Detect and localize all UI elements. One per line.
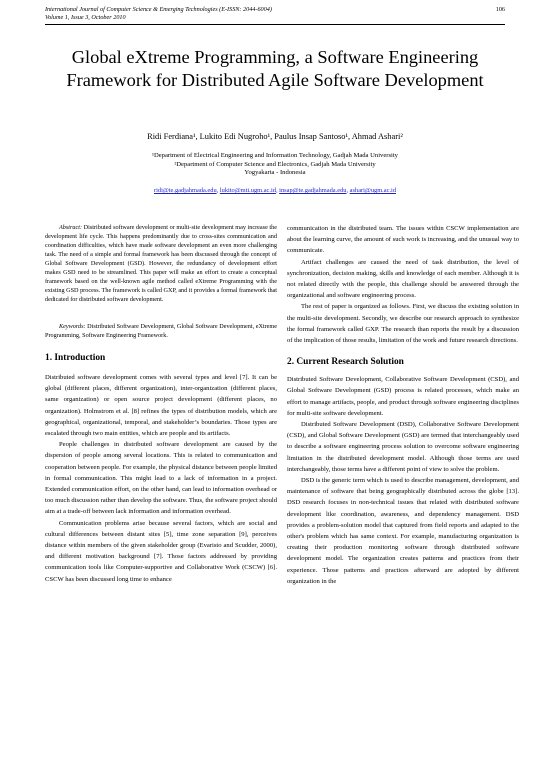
abstract xyxy=(45,223,277,304)
left-column xyxy=(45,223,277,585)
affiliations xyxy=(45,152,505,178)
email-link-3[interactable]: insap@te.gadjahmada.edu xyxy=(279,187,347,194)
intro-paragraph-3-continued: communication in the distributed team. The issues within CSCW implementation are about the learning curve, the amount of such work is increasing, and the unusual way to communicate. xyxy=(287,225,519,255)
keywords-label: Keywords: xyxy=(59,323,86,330)
email-list: ridi@te.gadjahmada.edu, lukito@mti.ugm.ac.id, insap@te.gadjahmada.edu, ashari@ugm.ac.id xyxy=(153,187,397,194)
paper-title: Global eXtreme Programming, a Software Engineering Framework for Distributed Agile Software Development xyxy=(66,47,484,91)
intro-paragraph-3: Communication problems arise because several factors, which are social and cultural differences between distant sites [5], time zone separation [9], perceives distance within members of the given stakeholder group (Evaristo and Scudder, 2000), and different motivation background [7]. Those factors addressed by providing communication tools like Computer-supportive and Collaborative Work (CSCW) [6]. CSCW has been discussed long time to enhance xyxy=(45,519,277,583)
right-column xyxy=(287,223,519,587)
current-paragraph-3: DSD is the generic term which is used to describe management, development, and maintenance of software that being geographically distributed across the globe [13]. DSD research focuses in non-technical issues that related with distributed software development like coordination, awareness, and dependency management. DSD provides a problem-solution model that captured from field reports and adapted to the other's problem which has same context. For example, manufacturing organization is creating their production monitoring software through distributed software development model. The organization creates patterns and practices from their experience. Those patterns and practices afterward are adopted by different organization in the xyxy=(287,477,519,585)
abstract-label: Abstract: xyxy=(59,224,83,231)
current-paragraph-2: Distributed Software Development (DSD), Collaborative Software Development (CSD), and Global Software Development (GSD) are termed that interchangeably used to describe a software engineering process solution to overcome software engineering limitation in the distributed development model. Although those terms are used interchangeably, those terms have a different point of view to solve the problem. xyxy=(287,421,519,473)
abstract-text: Distributed software development or multi-site development may increase the development life cycle. This happens predominantly due to cross-sites communication and coordination difficulties, which have made software development an even more challenging task. The need of a simple and formal framework has been discussed through the concept of Global Software Development (GSD). However, the redundancy of development effort makes GSD need to be streamlined. This paper will make an effort to create a conceptual framework based on the well-known agile method called eXtreme Programming with the existing GSD process. The framework is called GXP, and it provides a formal framework that dedicated for distributed software development. xyxy=(45,224,277,303)
header-rule xyxy=(45,24,505,25)
journal-volume: Volume 1, Issue 3, October 2010 xyxy=(45,14,126,21)
intro-paragraph-2: People challenges in distributed software development are caused by the dispersion of people among several locations. This is related to communication and cooperation between people. For example, the physical distance between people limited in formal communication. This might lead to a lack of information in a project. Extended communication effort, on the other hand, can lead to information overhead or too much discussion rather than develop the software. Thus, the software project should aim at a trade-off between lack information and information overhead. xyxy=(45,441,277,516)
affiliation-3: Yogyakarta - Indonesia xyxy=(244,169,306,177)
affiliation-1: ¹Department of Electrical Engineering and Information Technology, Gadjah Mada University xyxy=(152,152,398,159)
section-heading-introduction: 1. Introduction xyxy=(45,353,106,363)
author-list: Ridi Ferdiana¹, Lukito Edi Nugroho¹, Paulus Insap Santoso¹, Ahmad Ashari² xyxy=(147,132,403,141)
keywords-text: Distributed Software Development, Global Software Development, eXtreme Programming, Software Engineering Framework. xyxy=(45,323,277,339)
email-link-4[interactable]: ashari@ugm.ac.id xyxy=(349,187,397,194)
intro-paragraph-4: Artifact challenges are caused the need of task distribution, the level of synchronization, decision making, skills and knowledge of each member. Although it is not related directly with the people, this challenge should be answered through the organizational and software engineering process. xyxy=(287,258,519,300)
keywords xyxy=(45,322,277,340)
current-paragraph-1: Distributed Software Development, Collaborative Software Development (CSD), and Global Software Development (GSD) process is related processes, which make an effort to manage artifacts, people, and product through software engineering disciplines for multi-site software development. xyxy=(287,376,519,417)
running-header xyxy=(45,6,505,22)
email-link-1[interactable]: ridi@te.gadjahmada.edu xyxy=(153,187,217,194)
email-link-2[interactable]: lukito@mti.ugm.ac.id xyxy=(219,187,276,194)
section-heading-current-research: 2. Current Research Solution xyxy=(287,357,404,368)
page-number: 106 xyxy=(495,6,505,13)
intro-paragraph-1: Distributed software development comes with several types and level [7]. It can be global (different places, different organization), inter-organization (different places, same organization) or open source project development (different places, no organization). Holmstrom et al. [8] refines the types of distribution models, which are geographical, organizational, temporal, and stakeholder’s boundaries. Those types are escalated through two main entities, which are people and its artifacts. xyxy=(45,374,277,438)
affiliation-2: ²Department of Computer Science and Electronics, Gadjah Mada University xyxy=(174,160,376,168)
journal-name: International Journal of Computer Science & Emerging Technologies (E-ISSN: 2044-6004) xyxy=(45,6,272,13)
intro-paragraph-5: The rest of paper is organized as follows. First, we discuss the existing solution in the multi-site development. Secondly, we describe our research approach to synthesize the formal framework called GXP. The research than reports the result by a discussion of the implication of those results, limitation of the work and future research directions. xyxy=(287,303,519,345)
